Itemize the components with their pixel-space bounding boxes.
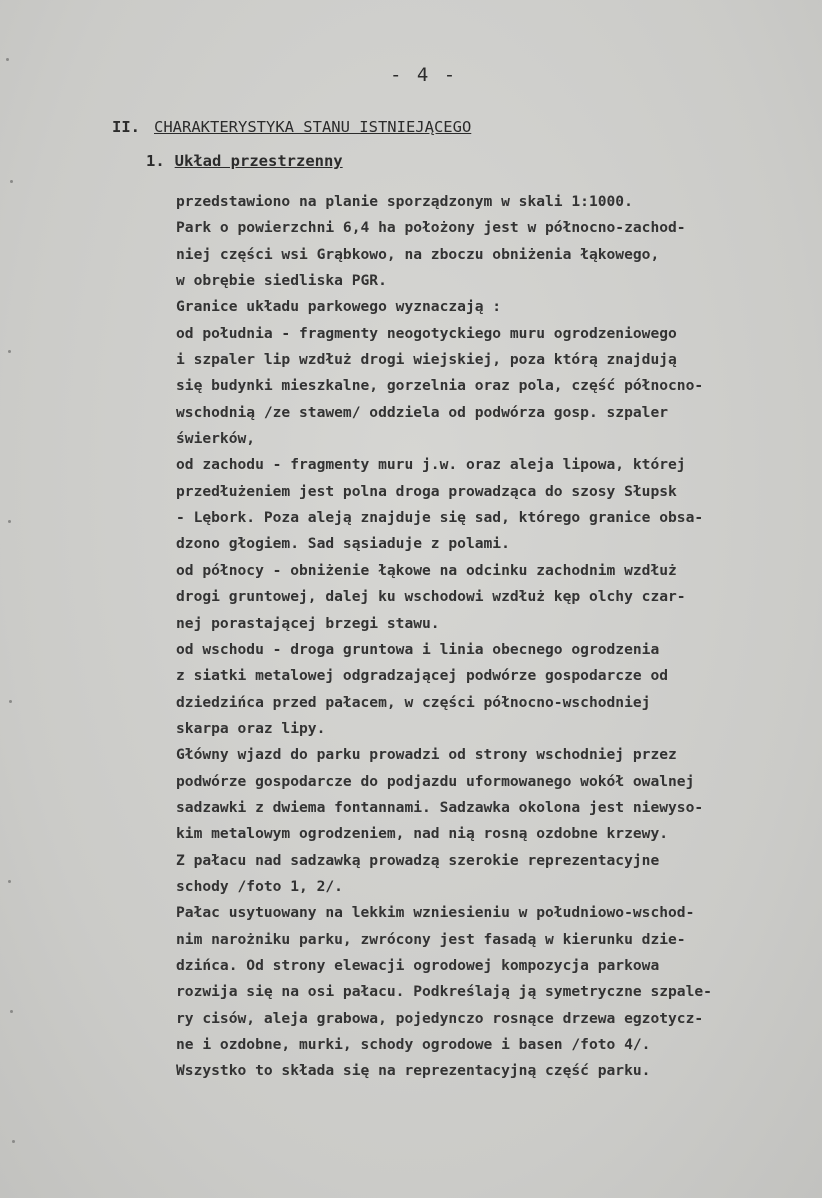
text-line: od wschodu - droga gruntowa i linia obecnego ogrodzenia xyxy=(176,640,660,658)
text-line: drogi gruntowej, dalej ku wschodowi wzdłuż kęp olchy czar- xyxy=(176,588,686,606)
scan-speck xyxy=(12,1140,15,1143)
scan-speck xyxy=(10,180,13,183)
text-line: dziedzińca przed pałacem, w części północno-wschodniej xyxy=(176,693,651,711)
scan-speck xyxy=(8,880,11,883)
text-line: - Lębork. Poza aleją znajduje się sad, którego granice obsa- xyxy=(176,509,704,527)
scan-speck xyxy=(10,1010,13,1013)
body-text xyxy=(176,189,796,1085)
section-title: CHARAKTERYSTYKA STANU ISTNIEJĄCEGO xyxy=(154,118,472,136)
text-line: Pałac usytuowany na lekkim wzniesieniu w południowo-wschod- xyxy=(176,904,695,922)
text-line: ry cisów, aleja grabowa, pojedynczo rosnące drzewa egzotycz- xyxy=(176,1009,704,1027)
scan-speck xyxy=(8,350,11,353)
text-line: rozwija się na osi pałacu. Podkreślają ją symetryczne szpale- xyxy=(176,983,712,1001)
text-line: nej porastającej brzegi stawu. xyxy=(176,614,440,632)
text-line: w obrębie siedliska PGR. xyxy=(176,272,387,290)
scan-speck xyxy=(9,700,12,703)
text-line: skarpa oraz lipy. xyxy=(176,719,326,737)
text-line: nim narożniku parku, zwrócony jest fasadą w kierunku dzie- xyxy=(176,930,686,948)
text-line: z siatki metalowej odgradzającej podwórze gospodarcze od xyxy=(176,667,669,685)
subsection-heading xyxy=(146,152,343,170)
text-line: Park o powierzchni 6,4 ha położony jest w północno-zachod- xyxy=(176,219,686,237)
scan-speck xyxy=(8,520,11,523)
text-line: ne i ozdobne, murki, schody ogrodowe i basen /foto 4/. xyxy=(176,1036,651,1053)
section-heading xyxy=(112,118,471,136)
text-line: Granice układu parkowego wyznaczają : xyxy=(176,298,502,316)
subsection-title: Układ przestrzenny xyxy=(174,152,343,170)
text-line: się budynki mieszkalne, gorzelnia oraz pola, część północno- xyxy=(176,377,704,395)
text-line: niej części wsi Grąbkowo, na zboczu obniżenia łąkowego, xyxy=(176,245,660,263)
text-line: od północy - obniżenie łąkowe na odcinku zachodnim wzdłuż xyxy=(176,561,677,579)
text-line: dzono głogiem. Sad sąsiaduje z polami. xyxy=(176,535,510,553)
text-line: Główny wjazd do parku prowadzi od strony wschodniej przez xyxy=(176,746,677,764)
scan-speck xyxy=(6,58,9,61)
subsection-number: 1. xyxy=(146,152,165,170)
text-line: i szpaler lip wzdłuż drogi wiejskiej, poza którą znajdują xyxy=(176,351,677,369)
text-line: wschodnią /ze stawem/ oddziela od podwórza gosp. szpaler xyxy=(176,403,669,421)
text-line: dzińca. Od strony elewacji ogrodowej kompozycja parkowa xyxy=(176,956,660,974)
text-line: przedłużeniem jest polna droga prowadząca do szosy Słupsk xyxy=(176,482,677,500)
text-line: od zachodu - fragmenty muru j.w. oraz aleja lipowa, której xyxy=(176,456,686,474)
section-number: II. xyxy=(112,118,140,136)
text-line: schody /foto 1, 2/. xyxy=(176,877,343,895)
text-line: Wszystko to składa się na reprezentacyjną część parku. xyxy=(176,1062,651,1080)
text-line: od południa - fragmenty neogotyckiego muru ogrodzeniowego xyxy=(176,324,677,342)
text-line: świerków, xyxy=(176,430,256,448)
text-line: sadzawki z dwiema fontannami. Sadzawka okolona jest niewyso- xyxy=(176,798,704,816)
text-line: podwórze gospodarcze do podjazdu uformowanego wokół owalnej xyxy=(176,772,695,790)
text-line: kim metalowym ogrodzeniem, nad nią rosną ozdobne krzewy. xyxy=(176,825,669,843)
text-line: Z pałacu nad sadzawką prowadzą szerokie reprezentacyjne xyxy=(176,851,660,869)
page-number: - 4 - xyxy=(390,64,458,86)
text-line: przedstawiono na planie sporządzonym w skali 1:1000. xyxy=(176,193,633,210)
